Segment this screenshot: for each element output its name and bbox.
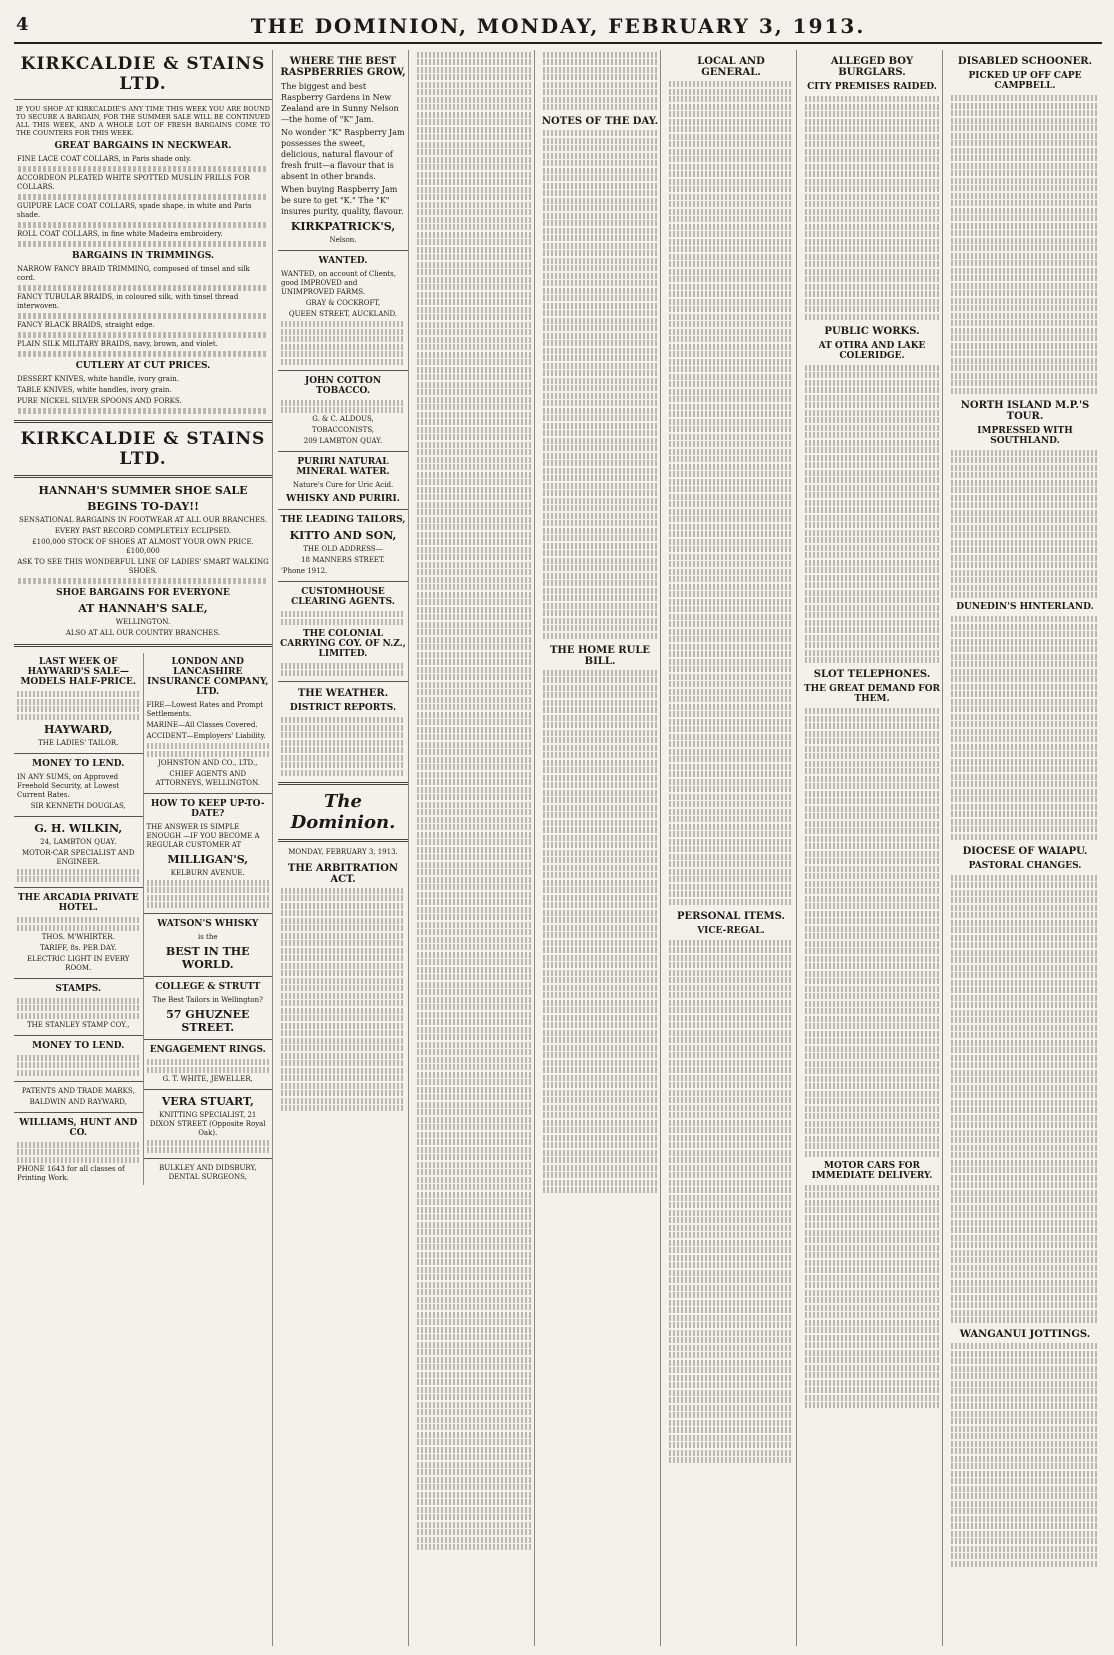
whisky-text-big: BEST IN THE WORLD. <box>165 945 250 971</box>
raspberry-text-3: When buying Raspberry Jam be sure to get "K." The "K" insures purity, quality, flavour. <box>281 185 404 216</box>
kirkcaldie-ad-title-2: KIRKCALDIE & STAINS LTD. <box>20 429 266 469</box>
raspberry-heading: WHERE THE BEST RASPBERRIES GROW, <box>280 56 406 78</box>
personal-heading: PERSONAL ITEMS. <box>677 910 785 922</box>
shoe-footer-branches: ALSO AT ALL OUR COUNTRY BRANCHES. <box>65 629 221 637</box>
raspberry-text-2: No wonder "K" Raspberry Jam possesses the sweet, delicious, natural flavour of fresh fruit—a flavour that is absent in other brands. <box>281 128 405 181</box>
rings-heading: ENGAGEMENT RINGS. <box>149 1045 266 1055</box>
column-news <box>802 50 943 1646</box>
kirkpatrick-town: Nelson. <box>329 236 357 244</box>
dunedin-sub: DUNEDIN'S HINTERLAND. <box>956 602 1094 612</box>
neckwear-heading: GREAT BARGAINS IN NECKWEAR. <box>54 141 232 151</box>
neckwear-item: FINE LACE COAT COLLARS, in Paris shade only. <box>17 155 192 163</box>
schooner-sub: PICKED UP OFF CAPE CAMPBELL. <box>968 71 1082 91</box>
strutt-sub: The Best Tailors in Wellington? <box>152 996 263 1004</box>
arcadia-light: ELECTRIC LIGHT IN EVERY ROOM. <box>26 954 130 972</box>
shoe-footer: SHOE BARGAINS FOR EVERYONE <box>56 588 230 598</box>
column-local <box>666 50 797 1646</box>
insurance-agent: JOHNSTON AND CO., LTD., <box>158 758 258 767</box>
home-rule-heading: THE HOME RULE BILL. <box>549 644 650 667</box>
kirkpatrick-name: KIRKPATRICK'S, <box>290 220 396 233</box>
wanganui-heading: WANGANUI JOTTINGS. <box>959 1329 1091 1340</box>
dress-address: KELBURN AVENUE. <box>170 868 245 877</box>
strutt-heading: COLLEGE & STRUTT <box>155 982 261 992</box>
neckwear-item: ACCORDEON PLEATED WHITE SPOTTED MUSLIN FRILLS FOR COLLARS. <box>17 174 250 191</box>
column-ads-middle <box>278 50 409 1646</box>
trimmings-item: PLAIN SILK MILITARY BRAIDS, navy, brown, and violet. <box>17 340 218 348</box>
weather-sub: DISTRICT REPORTS. <box>289 703 397 713</box>
cotton-heading: JOHN COTTON TOBACCO. <box>304 375 382 396</box>
aldous-sub: TOBACCONISTS, <box>311 426 375 434</box>
shoe-line: £100,000 STOCK OF SHOES AT ALMOST YOUR OWN PRICE. £100,000 <box>32 538 254 555</box>
shoe-sale-heading: HANNAH'S SUMMER SHOE SALE <box>38 484 248 497</box>
wanted-heading: WANTED. <box>318 256 368 266</box>
money-text: IN ANY SUMS, on Approved Freehold Security, at Lowest Current Rates. <box>17 772 120 799</box>
local-heading: LOCAL AND GENERAL. <box>697 56 765 78</box>
aldous-address: 209 LAMBTON QUAY. <box>303 437 383 445</box>
trimmings-item: NARROW FANCY BRAID TRIMMING, composed of tinsel and silk cord. <box>17 265 250 282</box>
insurance-heading: LONDON AND LANCASHIRE INSURANCE COMPANY, LTD. <box>147 657 269 697</box>
page-number: 4 <box>16 14 29 35</box>
phone-line: PHONE 1643 for all classes of Printing Work. <box>17 1164 125 1182</box>
wanted-text: WANTED, on account of Clients, good IMPROVED and UNIMPROVED FARMS. <box>281 270 396 296</box>
waiapu-heading: DIOCESE OF WAIAPU. <box>962 845 1088 857</box>
burglars-heading: ALLEGED BOY BURGLARS. <box>830 56 914 78</box>
cutlery-item: TABLE KNIVES, white handles, ivory grain. <box>17 386 172 394</box>
money-heading: MONEY TO LEND. <box>32 758 125 769</box>
burglars-sub: CITY PREMISES RAIDED. <box>807 82 937 92</box>
cutlery-item: DESSERT KNIVES, white handle, ivory grain. <box>17 375 179 383</box>
column-ads-left <box>14 50 273 1646</box>
puriri-heading: PURIRI NATURAL MINERAL WATER. <box>296 457 390 477</box>
aldous-name: G. & C. ALDOUS, <box>312 415 374 423</box>
hayward-sub: THE LADIES' TAILOR. <box>38 738 119 747</box>
insurance-line: ACCIDENT—Employers' Liability. <box>146 732 266 740</box>
carrying-heading: THE COLONIAL CARRYING COY. OF N.Z., LIMITED. <box>280 628 406 659</box>
works-sub: AT OTIRA AND LAKE COLERIDGE. <box>818 340 926 361</box>
mps-sub: IMPRESSED WITH SOUTHLAND. <box>977 425 1073 446</box>
mps-heading: NORTH ISLAND M.P.'S TOUR. <box>960 399 1090 422</box>
dominion-logo: The Dominion. <box>290 790 396 833</box>
weather-heading: THE WEATHER. <box>297 688 389 699</box>
trimmings-heading: BARGAINS IN TRIMMINGS. <box>71 251 215 261</box>
kitto-name: KITTO AND SON, <box>289 529 397 542</box>
patents-firm: BALDWIN AND RAYWARD, <box>29 1097 127 1106</box>
whisky-heading: WATSON'S WHISKY <box>157 919 259 929</box>
customs-heading: CUSTOMHOUSE CLEARING AGENTS. <box>291 587 395 607</box>
masthead <box>14 10 1102 44</box>
shoe-line: SENSATIONAL BARGAINS IN FOOTWEAR AT ALL OUR BRANCHES. <box>19 516 267 524</box>
puriri-sub: Nature's Cure for Uric Acid. <box>292 481 394 489</box>
works-heading: PUBLIC WORKS. <box>824 325 920 337</box>
puriri-mix: WHISKY AND PURIRI. <box>286 494 400 504</box>
hayward-name: HAYWARD, <box>43 722 113 736</box>
stamps-heading: STAMPS. <box>55 983 102 994</box>
insurance-agent-2: CHIEF AGENTS AND ATTORNEYS, WELLINGTON. <box>155 769 260 787</box>
slot-heading: SLOT TELEPHONES. <box>813 669 931 680</box>
arcadia-owner: THOS. M'WHIRTER. <box>41 932 115 941</box>
column-editorial <box>414 50 535 1646</box>
trimmings-item: FANCY TUBULAR BRAIDS, in coloured silk, with tinsel thread interwoven. <box>17 293 239 310</box>
slot-sub: THE GREAT DEMAND FOR THEM. <box>803 684 941 704</box>
vera-sub: KNITTING SPECIALIST, 21 DIXON STREET (Opposite Royal Oak). <box>149 1110 266 1137</box>
vera-heading: VERA STUART, <box>161 1094 254 1108</box>
kitto-address: THE OLD ADDRESS— <box>303 545 383 553</box>
cutlery-item: PURE NICKEL SILVER SPOONS AND FORKS. <box>17 397 182 405</box>
shoe-sale-subheading: BEGINS TO-DAY!! <box>87 500 199 513</box>
newspaper-page <box>14 10 1102 1646</box>
dress-shop: MILLIGAN'S, <box>167 852 249 866</box>
stamps-shop: THE STANLEY STAMP COY., <box>27 1020 130 1029</box>
douglas-name: SIR KENNETH DOUGLAS, <box>30 801 126 810</box>
williams-heading: WILLIAMS, HUNT AND CO. <box>19 1117 138 1138</box>
column-notes <box>540 50 661 1646</box>
gray-address: QUEEN STREET, AUCKLAND. <box>288 310 398 318</box>
neckwear-item: GUIPURE LACE COAT COLLARS, spade shape, in white and Paris shade. <box>17 202 252 219</box>
whisky-text: is the <box>197 933 218 941</box>
money2-heading: MONEY TO LEND. <box>32 1040 125 1051</box>
shoe-line: ASK TO SEE THIS WONDERFUL LINE OF LADIES' SMART WALKING SHOES. <box>17 558 269 575</box>
neckwear-item: ROLL COAT COLLARS, in fine white Madeira embroidery. <box>17 230 223 238</box>
schooner-heading: DISABLED SCHOONER. <box>957 56 1093 67</box>
motor-heading: MOTOR CARS FOR IMMEDIATE DELIVERY. <box>811 1160 933 1181</box>
dress-text: THE ANSWER IS SIMPLE ENOUGH —IF YOU BECOME A REGULAR CUSTOMER AT <box>146 822 260 849</box>
column-telegrams <box>948 50 1102 1646</box>
cutlery-heading: CUTLERY AT CUT PRICES. <box>75 361 211 371</box>
gray-cockroft: GRAY & COCKROFT, <box>305 299 381 307</box>
kirkcaldie-ad-title: KIRKCALDIE & STAINS LTD. <box>20 54 266 94</box>
wilkin-sub: MOTOR-CAR SPECIALIST AND ENGINEER. <box>21 848 135 866</box>
dress-heading: HOW TO KEEP UP-TO-DATE? <box>150 798 265 819</box>
editorial-text <box>417 52 531 1551</box>
insurance-line: MARINE—All Classes Covered. <box>146 721 258 729</box>
shoe-footer-big: AT HANNAH'S SALE, <box>78 602 208 615</box>
insurance-line: FIRE—Lowest Rates and Prompt Settlements. <box>146 701 264 718</box>
shoe-line: EVERY PAST RECORD COMPLETELY ECLIPSED. <box>54 527 232 535</box>
raspberry-text-1: The biggest and best Raspberry Gardens in New Zealand are in Sunny Nelson—the home of "K" Jam. <box>281 82 399 124</box>
arbitration-heading: THE ARBITRATION ACT. <box>287 862 399 885</box>
dominion-date: MONDAY, FEBRUARY 3, 1913. <box>288 847 398 856</box>
waiapu-sub: PASTORAL CHANGES. <box>968 860 1082 871</box>
shoe-footer-town: WELLINGTON. <box>115 618 171 626</box>
arcadia-heading: THE ARCADIA PRIVATE HOTEL. <box>17 893 139 913</box>
kitto-phone: 'Phone 1912. <box>281 567 328 575</box>
tailors-heading: THE LEADING TAILORS, <box>280 515 406 525</box>
strutt-address: 57 GHUZNEE STREET. <box>166 1008 250 1034</box>
kitto-street: 18 MANNERS STREET. <box>301 556 385 564</box>
personal-sub: VICE-REGAL. <box>697 925 765 936</box>
wilkin-name: G. H. WILKIN, <box>34 821 123 835</box>
dental-ad: BULKLEY AND DIDSBURY, DENTAL SURGEONS, <box>159 1164 257 1181</box>
kirkcaldie-intro: IF YOU SHOP AT KIRKCALDIE'S ANY TIME THIS WEEK YOU ARE BOUND TO SECURE A BARGAIN, FOR THE SUMMER SALE WILL BE CONTINUED ALL THIS WEEK, AND A WHOLE LOT OF FRESH BARGAINS COME TO THE COUNTERS FOR THIS WEEK. <box>16 105 270 137</box>
arcadia-tariff: TARIFF, 8s. PER DAY. <box>39 943 117 952</box>
patents-heading: PATENTS AND TRADE MARKS, <box>21 1086 135 1095</box>
trimmings-item: FANCY BLACK BRAIDS, straight edge. <box>17 321 155 329</box>
rings-firm: G. T. WHITE, JEWELLER, <box>162 1074 253 1083</box>
wilkin-address: 24, LAMBTON QUAY. <box>40 837 117 846</box>
newspaper-title: THE DOMINION, MONDAY, FEBRUARY 3, 1913. <box>250 14 866 38</box>
hayward-heading: LAST WEEK OF HAYWARD'S SALE—MODELS HALF-PRICE. <box>20 657 137 687</box>
notes-heading: NOTES OF THE DAY. <box>541 116 659 127</box>
